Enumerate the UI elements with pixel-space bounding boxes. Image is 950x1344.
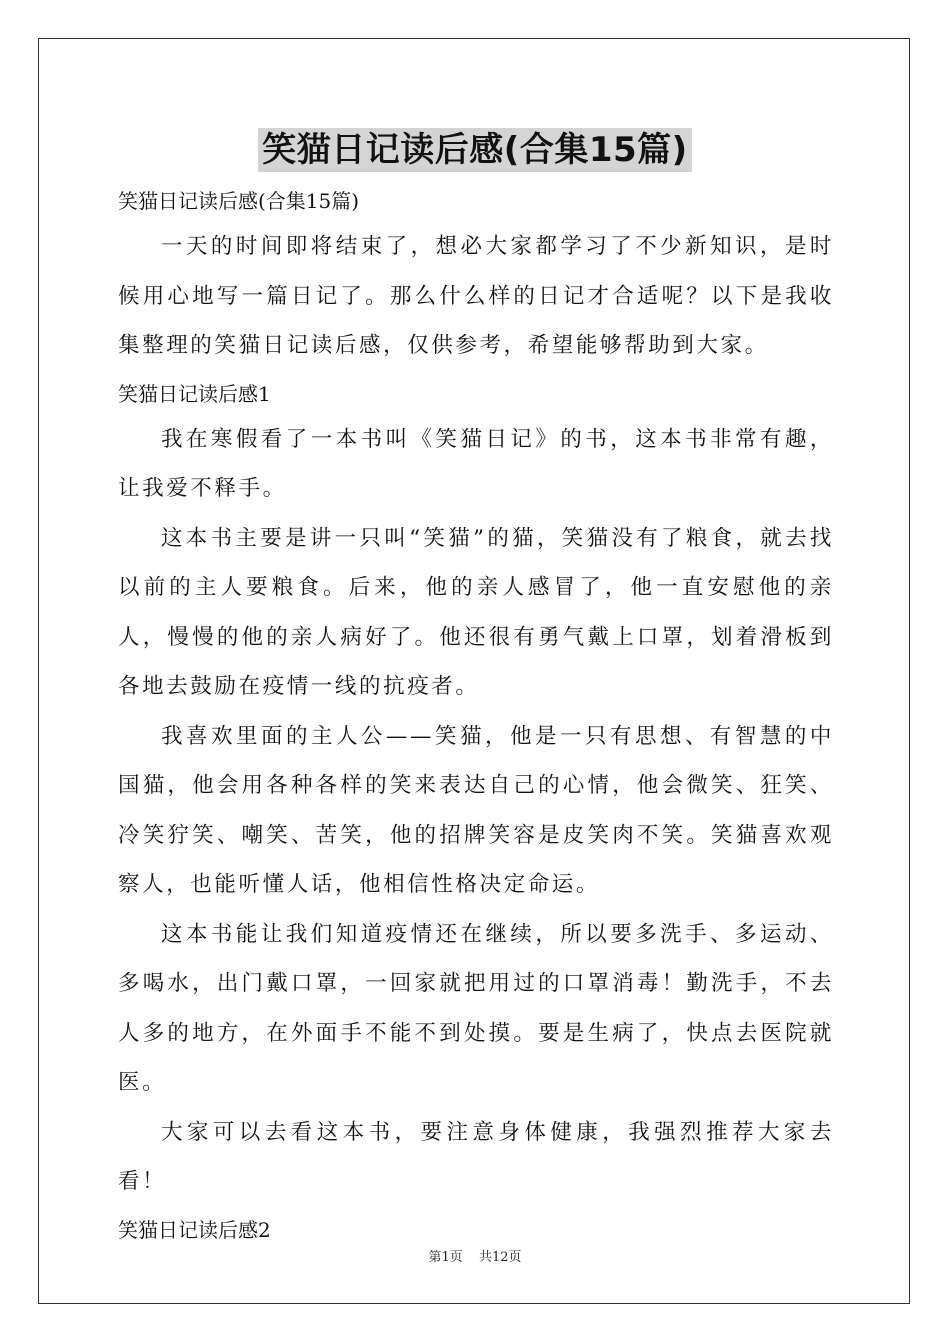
paragraph: 这本书能让我们知道疫情还在继续，所以要多洗手、多运动、多喝水，出门戴口罩，一回家就把用过的口罩消毒！勤洗手，不去人多的地方，在外面手不能不到处摸。要是生病了，快点去医院就医。 bbox=[118, 921, 834, 1095]
paragraph: 这本书主要是讲一只叫“笑猫”的猫，笑猫没有了粮食，就去找以前的主人要粮食。后来，他的亲人感冒了，他一直安慰他的亲人，慢慢的他的亲人病好了。他还很有勇气戴上口罩，划着滑板到各地去鼓励在疫情一线的抗疫者。 bbox=[118, 525, 834, 699]
section-heading-2: 笑猫日记读后感2 bbox=[118, 1217, 271, 1242]
title-container bbox=[0, 128, 950, 172]
document-body bbox=[118, 180, 834, 1251]
section-heading-1: 笑猫日记读后感1 bbox=[118, 381, 271, 406]
paragraph: 我喜欢里面的主人公——笑猫，他是一只有思想、有智慧的中国猫，他会用各种各样的笑来表达自己的心情，他会微笑、狂笑、冷笑狞笑、嘲笑、苦笑，他的招牌笑容是皮笑肉不笑。笑猫喜欢观察人，也能听懂人话，他相信性格决定命运。 bbox=[118, 723, 834, 897]
document-subtitle: 笑猫日记读后感(合集15篇) bbox=[118, 189, 360, 213]
page-total: 共12页 bbox=[478, 1250, 522, 1265]
paragraph: 大家可以去看这本书，要注意身体健康，我强烈推荐大家去看！ bbox=[118, 1119, 834, 1194]
paragraph: 我在寒假看了一本书叫《笑猫日记》的书，这本书非常有趣，让我爱不释手。 bbox=[118, 426, 834, 501]
page-footer bbox=[0, 1246, 950, 1265]
page-number: 第1页 bbox=[428, 1250, 463, 1265]
document-title: 笑猫日记读后感(合集15篇) bbox=[258, 128, 691, 172]
intro-paragraph: 一天的时间即将结束了，想必大家都学习了不少新知识，是时候用心地写一篇日记了。那么什么样的日记才合适呢？以下是我收集整理的笑猫日记读后感，仅供参考，希望能够帮助到大家。 bbox=[118, 234, 834, 358]
